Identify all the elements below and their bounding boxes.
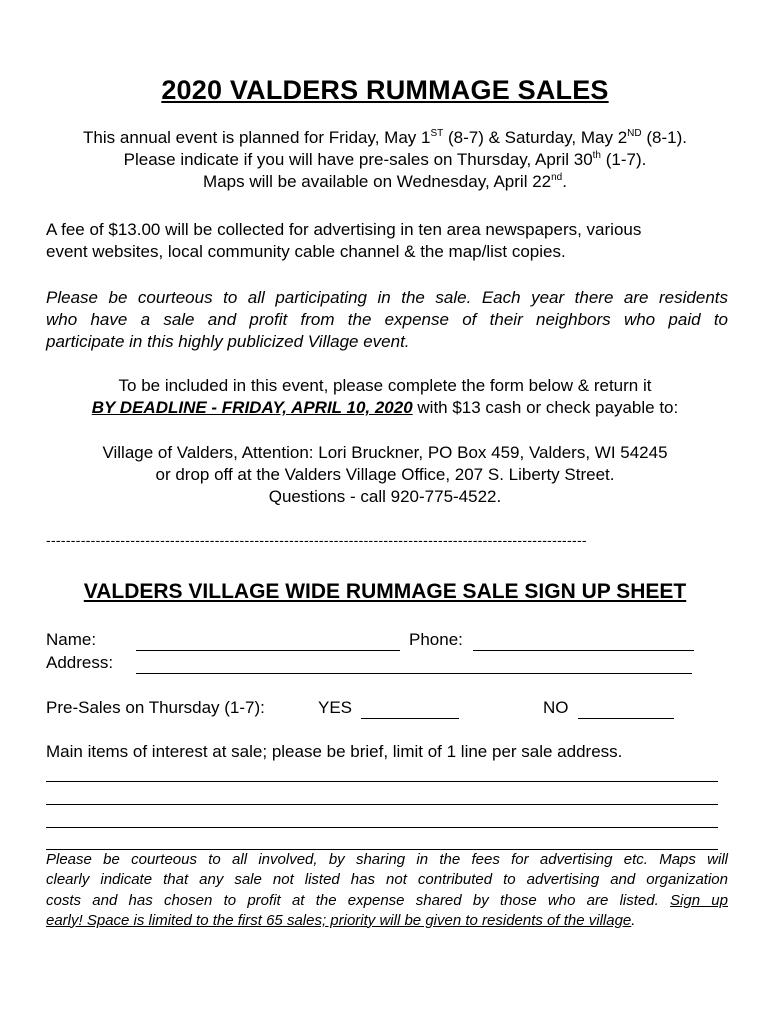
phone-label: Phone: [409, 630, 463, 649]
signup-early-emphasis: Sign up [670, 891, 728, 909]
items-line-1[interactable] [46, 781, 718, 782]
maps-line: Maps will be available on Wednesday, April 22nd. [203, 172, 567, 192]
page-title: 2020 VALDERS RUMMAGE SALES [161, 75, 609, 105]
items-line-2[interactable] [46, 804, 718, 805]
instructions-paragraph: To be included in this event, please complete the form below & return it BY DEADLINE - FRIDAY, APRIL 10, 2020 with $13 cash or check payable to: [91, 376, 679, 418]
yes-field[interactable] [361, 718, 459, 719]
presales-line: Please indicate if you will have pre-sales on Thursday, April 30th (1-7). [123, 150, 647, 170]
yes-label: YES [318, 698, 353, 717]
event-dates-text [0, 127, 770, 193]
fee-paragraph: A fee of $13.00 will be collected for advertising in ten area newspapers, various event websites, local community cable channel & the map/list copies. [46, 220, 642, 262]
signup-sheet-heading: VALDERS VILLAGE WIDE RUMMAGE SALE SIGN UP SHEET [83, 580, 687, 603]
deadline-text: BY DEADLINE - FRIDAY, APRIL 10, 2020 [91, 398, 413, 418]
name-field[interactable] [136, 650, 400, 651]
no-label: NO [543, 698, 569, 717]
phone-field[interactable] [473, 650, 694, 651]
address-field[interactable] [136, 673, 692, 674]
cut-line-separator: ------------------------------------------------------------------------------------------------------------- [46, 532, 587, 548]
no-field[interactable] [578, 718, 674, 719]
footer-note: Please be courteous to all involved, by sharing in the fees for advertising etc. Maps will clearly indicate that any sale not listed has not contributed to advertising and organization costs and has chosen to profit at the expense shared by those who are listed. Sign up early! Space is limited to the first 65 sales; priority will be given to residents of the village. [46, 851, 728, 929]
space-limited-emphasis: early! Space is limited to the first 65 sales; priority will be given to residents of the village [46, 911, 632, 929]
address-label: Address: [46, 653, 114, 672]
items-line-3[interactable] [46, 827, 718, 828]
items-label: Main items of interest at sale; please be brief, limit of 1 line per sale address. [46, 742, 623, 761]
event-dates-line: This annual event is planned for Friday, May 1ST (8-7) & Saturday, May 2ND (8-1). [83, 128, 687, 147]
name-label: Name: [46, 630, 97, 649]
mailing-address: Village of Valders, Attention: Lori Bruckner, PO Box 459, Valders, WI 54245 or drop off at the Valders Village Office, 207 S. Liberty Street. Questions - call 920-775-4522. [102, 443, 668, 507]
courtesy-paragraph: Please be courteous to all participating in the sale. Each year there are residents who have a sale and profit from the expense of their neighbors who paid to participate in this highly publicized Village event. [46, 288, 728, 352]
presales-label: Pre-Sales on Thursday (1-7): [46, 698, 265, 717]
